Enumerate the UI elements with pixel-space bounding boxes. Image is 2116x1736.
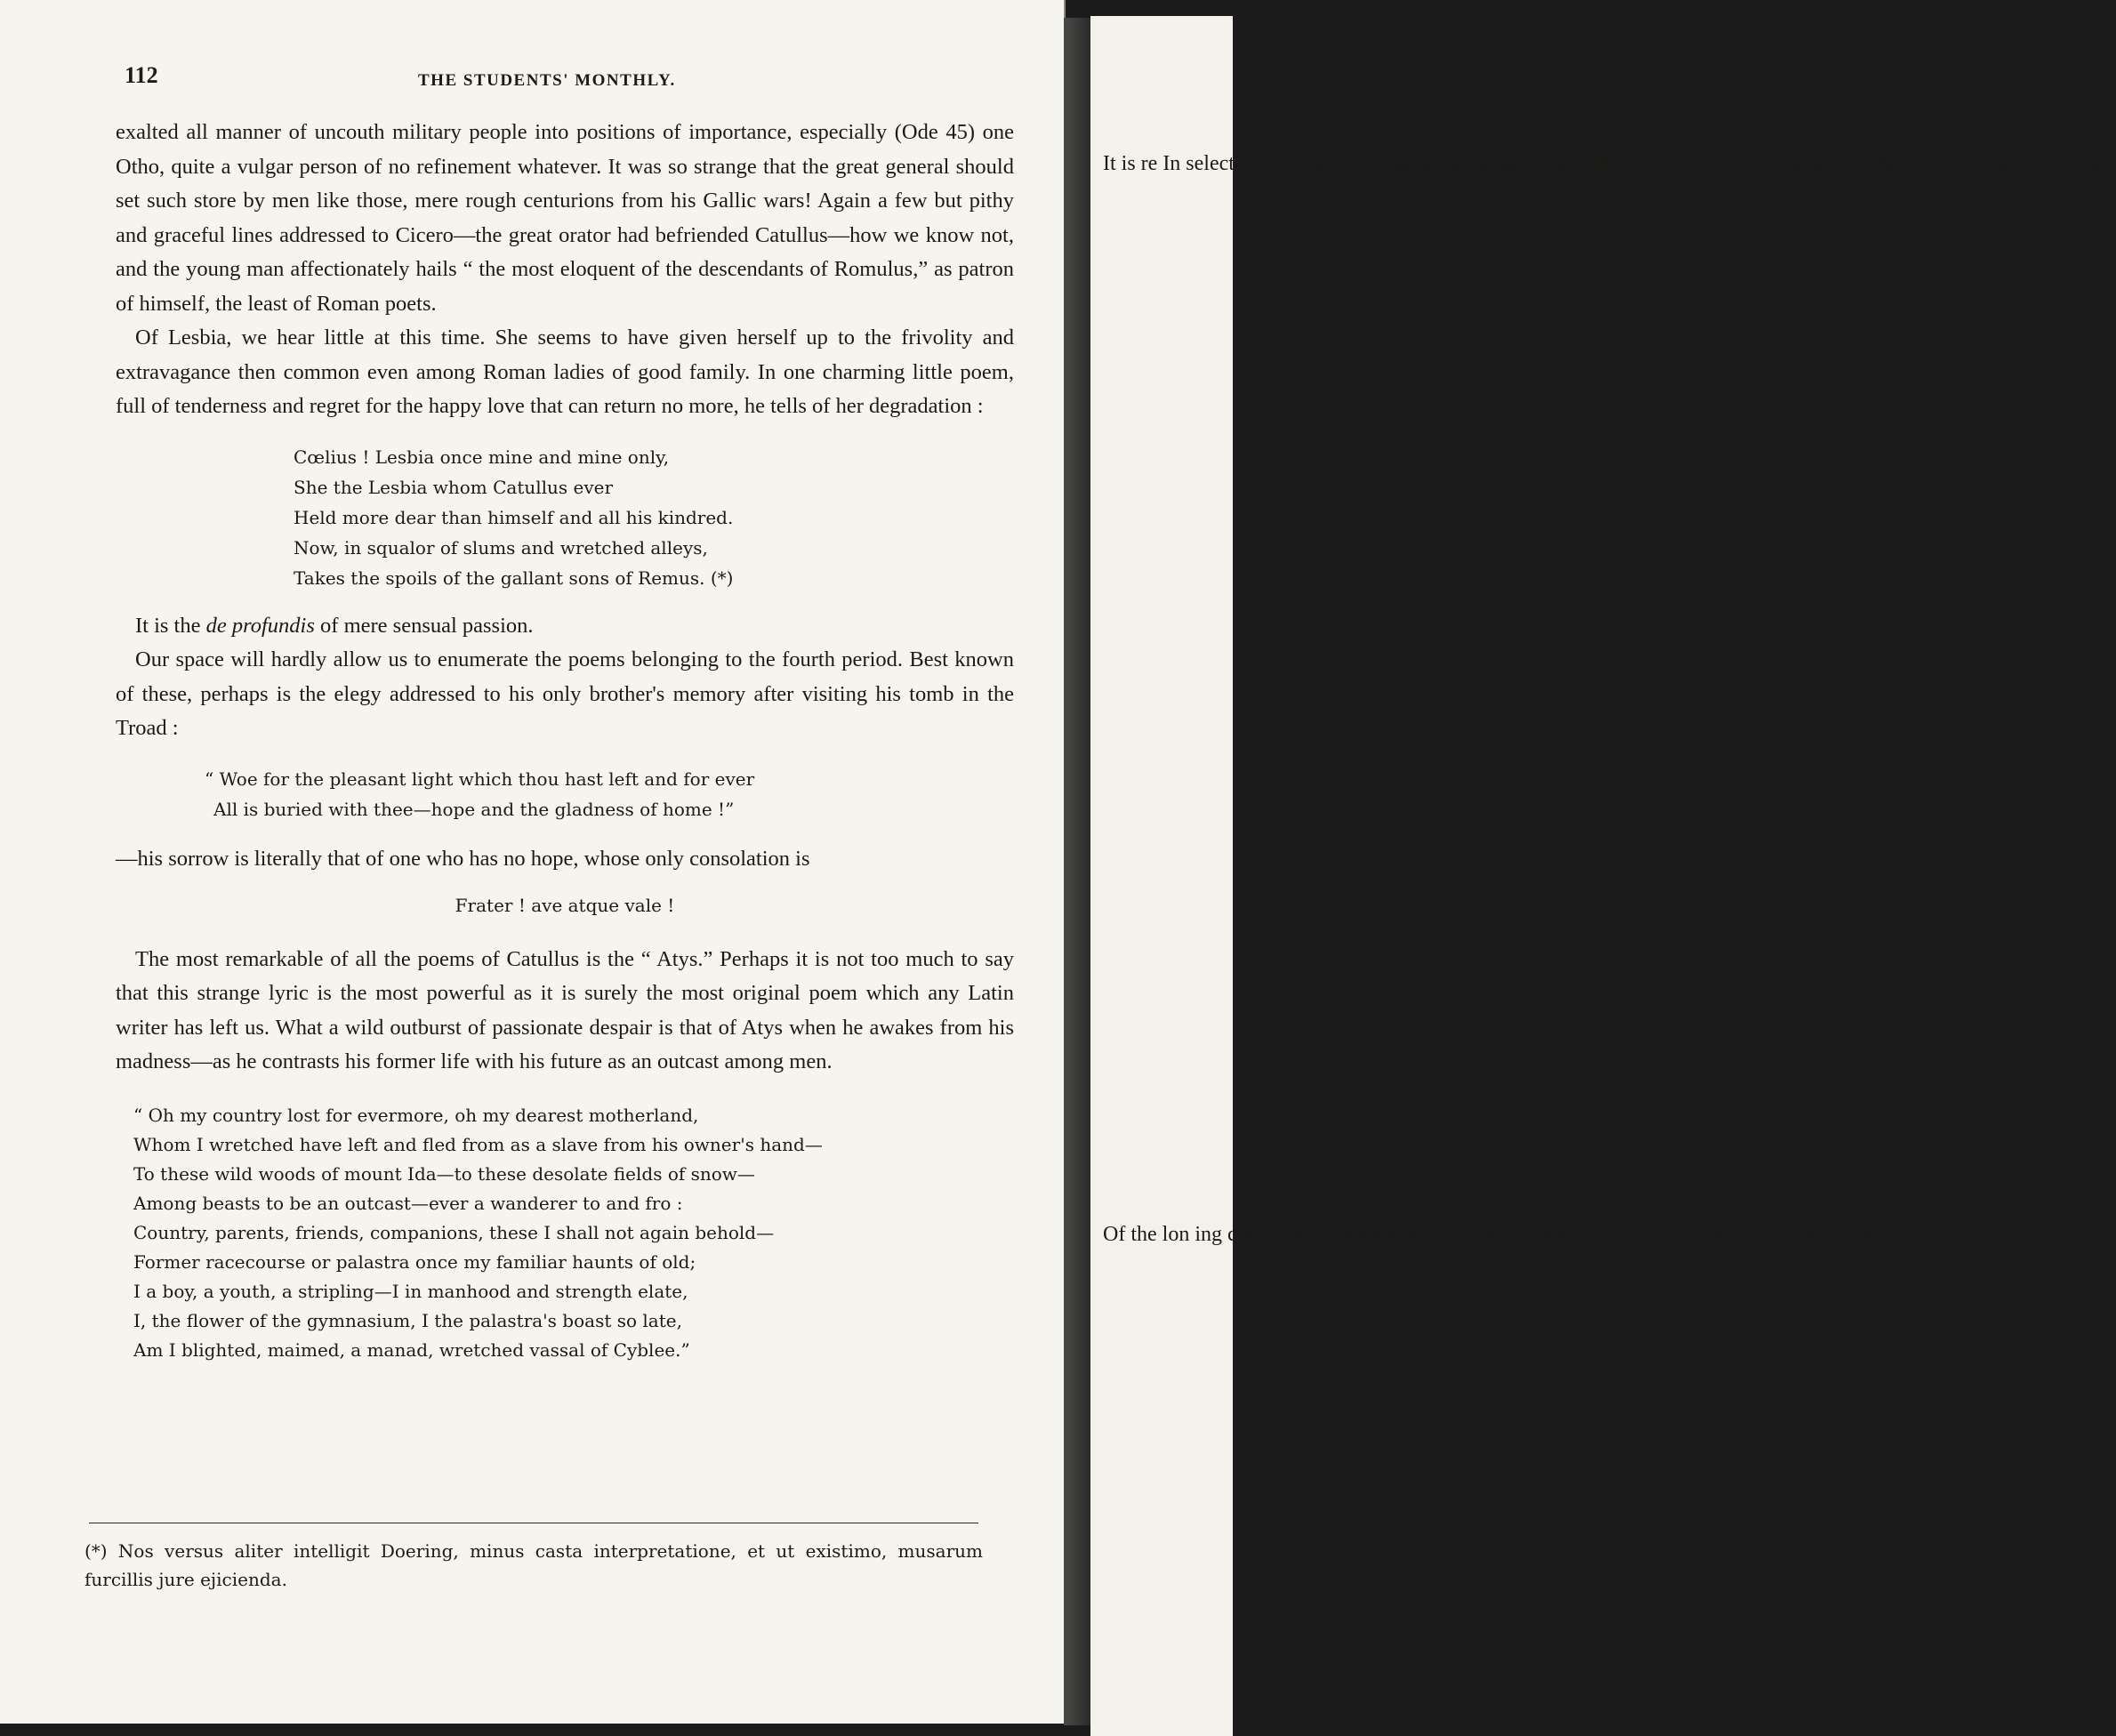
text-run: of mere sensual passion. [314, 613, 534, 638]
text-fragment: to us to a [1245, 152, 1324, 175]
poem-line: “ Woe for the pleasant light which thou hast left and for ever [205, 768, 755, 790]
text-fragment: difficulties a [1428, 1223, 1536, 1246]
poem-line: I, the flower of the gymnasium, I the palastra's boast so late, [133, 1309, 682, 1331]
text-fragment: Of the lon [1103, 1223, 1190, 1246]
poem-atys [133, 1101, 1014, 1365]
text-fragment: poem has [1328, 152, 1411, 175]
right-text-group [1103, 148, 2116, 180]
poem-line: Takes the spoils of the gallant sons of Remus. (*) [294, 567, 734, 589]
poem-line: Cœlius ! Lesbia once mine and mine only, [294, 446, 670, 468]
footnote: (*) Nos versus aliter intelligit Doering, minus casta interpretatione, et ut existimo, musarum furcillis jure ejicienda. [84, 1540, 983, 1590]
italic-phrase: de profundis [205, 613, 315, 638]
text-fragment: Catullus i [1777, 152, 1860, 175]
text-fragment: The Th [1864, 152, 1927, 175]
article-body [116, 116, 1014, 1378]
right-page-fragment [1090, 16, 2116, 1736]
poem-line: I a boy, a youth, a stripling—I in manhood and strength elate, [133, 1280, 688, 1302]
poem-line: Am I blighted, maimed, a manad, wretched vassal of Cyblee.” [133, 1338, 690, 1361]
text-fragment: of the fate [2029, 152, 2116, 175]
poem-line: Former racecourse or palastra once my familiar haunts of old; [133, 1250, 696, 1273]
poem-line: Whom I wretched have left and fled from as a slave from his owner's hand— [133, 1133, 823, 1155]
text-fragment: his circle, Ca [1541, 1223, 1653, 1246]
text-fragment: ing considers [1195, 1223, 1308, 1246]
poem-brother [205, 764, 1014, 824]
paragraph: The most remarkable of all the poems of Catullus is the “ Atys.” Perhaps it is not too much to say that this strange lyric is the most powerful as it is surely the most original poem which any Latin writer has left us. What a wild outburst of passionate despair is that of Atys when he awakes from his madness—as he contrasts his former life with his future as an outcast among men. [116, 946, 1014, 1073]
paragraph: Our space will hardly allow us to enumerate the poems belonging to the fourth period. Best known of these, perhaps is the elegy addressed to his only brother's memory after visiting his tomb in the Troad : [116, 647, 1014, 740]
page-number: 112 [125, 62, 158, 88]
running-title: THE STUDENTS' MONTHLY. [418, 71, 676, 90]
book-spine [1064, 18, 1090, 1725]
motto: Frater ! ave atque vale ! [455, 895, 675, 916]
paragraph: —his sorrow is literally that of one who has no hope, whose only consolation is [116, 846, 810, 871]
poem-lesbia [294, 442, 1014, 593]
right-text-group [1103, 1218, 1878, 1250]
text-fragment: In selecti [1163, 152, 1241, 175]
paragraph: exalted all manner of uncouth military people into positions of importance, especially (Ode 45) one Otho, quite a vulgar person of no refinement whatever. It was so strange that the great general should set such store by men like those, mere rough centurions from his Gallic wars! Again a few but pithy and graceful lines addressed to Cicero—the great orator had befriended Catullus—how we know not, and the young man affectionately hails “ the most eloquent of the descendants of Romulus,” as patron of himself, the least of Roman poets. [116, 120, 1014, 316]
poem-line: All is buried with thee—hope and the gladness of home !” [213, 798, 735, 820]
text-fragment: Moore's d [1590, 152, 1677, 175]
poem-line: Held more dear than himself and all his kindred. [294, 506, 734, 528]
text-fragment: It is re [1103, 152, 1158, 175]
paragraph: Of Lesbia, we hear little at this time. She seems to have given herself up to the frivolity and extravagance then common even among Roman ladies of good family. In one charming little poem, full of tenderness and regret for the happy love that can return no more, he tells of her degradation : [116, 326, 1014, 418]
poem-line: “ Oh my country lost for evermore, oh my dearest motherland, [133, 1104, 699, 1126]
text-fragment: his friend's h [1658, 1223, 1768, 1246]
page-header [125, 62, 993, 98]
text-run: It is the [135, 613, 206, 638]
paragraph [116, 609, 1014, 644]
poem-line: Now, in squalor of slums and wretched alleys, [294, 536, 708, 559]
text-fragment: lyrico-epic [1931, 152, 2024, 175]
poem-line: She the Lesbia whom Catullus ever [294, 476, 614, 498]
poem-line: To these wild woods of mount Ida—to these desolate fields of snow— [133, 1162, 755, 1185]
poem-line: Among beasts to be an outcast—ever a wanderer to and fro : [133, 1192, 683, 1214]
text-fragment: of Tate ar [1415, 152, 1497, 175]
poem-line: Country, parents, friends, companions, these I shall not again behold— [133, 1221, 775, 1243]
text-fragment: also publi [1501, 152, 1586, 175]
text-fragment: house pew [1681, 152, 1773, 175]
text-fragment: in which we [1773, 1223, 1879, 1246]
text-fragment: have seen ho [1313, 1223, 1424, 1246]
